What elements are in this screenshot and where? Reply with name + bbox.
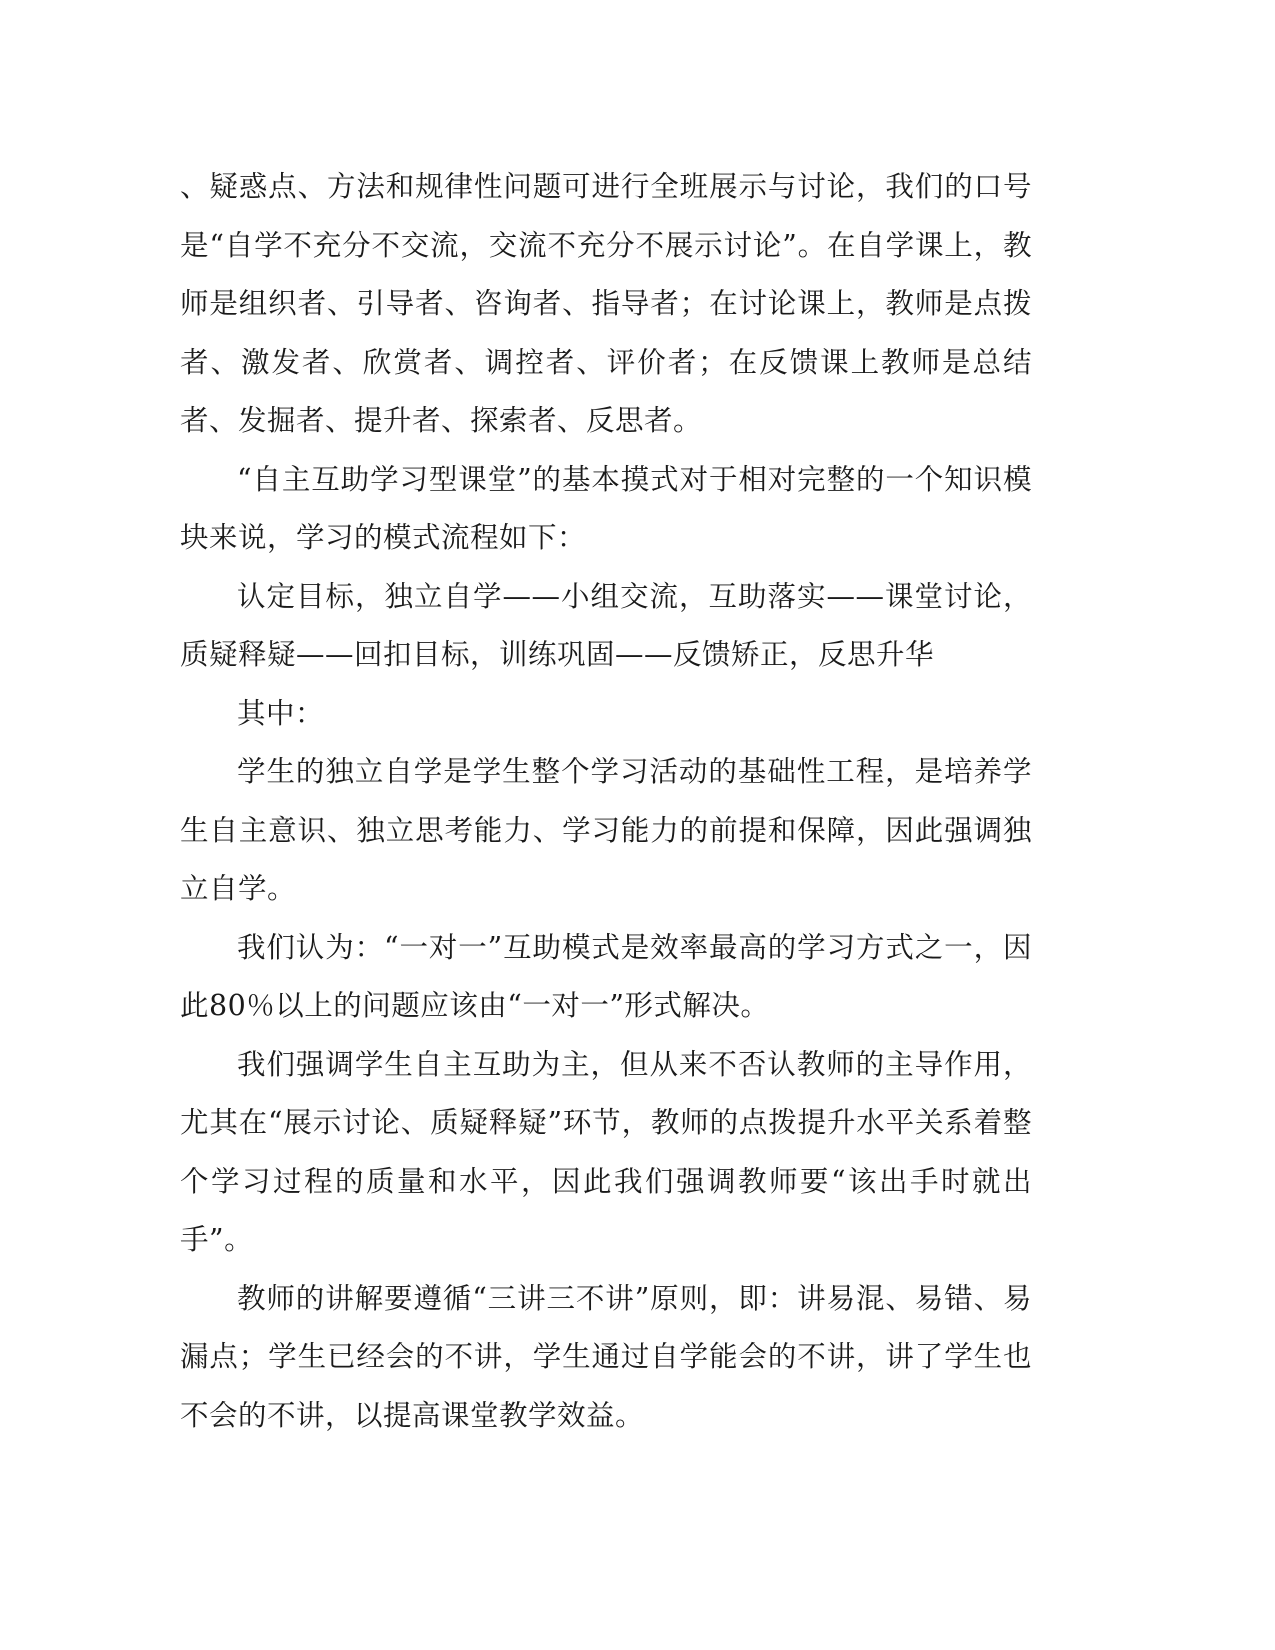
paragraph-model-flow: 认定目标，独立自学——小组交流，互助落实——课堂讨论，质疑释疑——回扣目标，训练巩固——反馈矫正，反思升华	[180, 579, 1032, 671]
paragraph-continuation: 、疑惑点、方法和规律性问题可进行全班展示与讨论，我们的口号是“自学不充分不交流，交流不充分不展示讨论”。在自学课上，教师是组织者、引导者、咨询者、指导者；在讨论课上，教师是点拨者、激发者、欣赏者、调控者、评价者；在反馈课上教师是总结者、发掘者、提升者、探索者、反思者。	[180, 170, 1032, 437]
paragraph-three-principles: 教师的讲解要遵循“三讲三不讲”原则，即：讲易混、易错、易漏点；学生已经会的不讲，学生通过自学能会的不讲，讲了学生也不会的不讲，以提高课堂教学效益。	[180, 1281, 1032, 1432]
paragraph-independent-study: 学生的独立自学是学生整个学习活动的基础性工程，是培养学生自主意识、独立思考能力、学习能力的前提和保障，因此强调独立自学。	[180, 755, 1032, 905]
body-text	[180, 158, 1032, 1445]
paragraph-one-to-one: 我们认为：“一对一”互助模式是效率最高的学习方式之一，因此80％以上的问题应该由“一对一”形式解决。	[180, 930, 1032, 1022]
paragraph-model-intro: “自主互助学习型课堂”的基本摸式对于相对完整的一个知识模块来说，学习的模式流程如下：	[180, 462, 1032, 554]
paragraph-teacher-role: 我们强调学生自主互助为主，但从来不否认教师的主导作用，尤其在“展示讨论、质疑释疑”环节，教师的点拨提升水平关系着整个学习过程的质量和水平，因此我们强调教师要“该出手时就出手”。	[180, 1047, 1032, 1256]
paragraph-among-them: 其中：	[237, 696, 325, 730]
